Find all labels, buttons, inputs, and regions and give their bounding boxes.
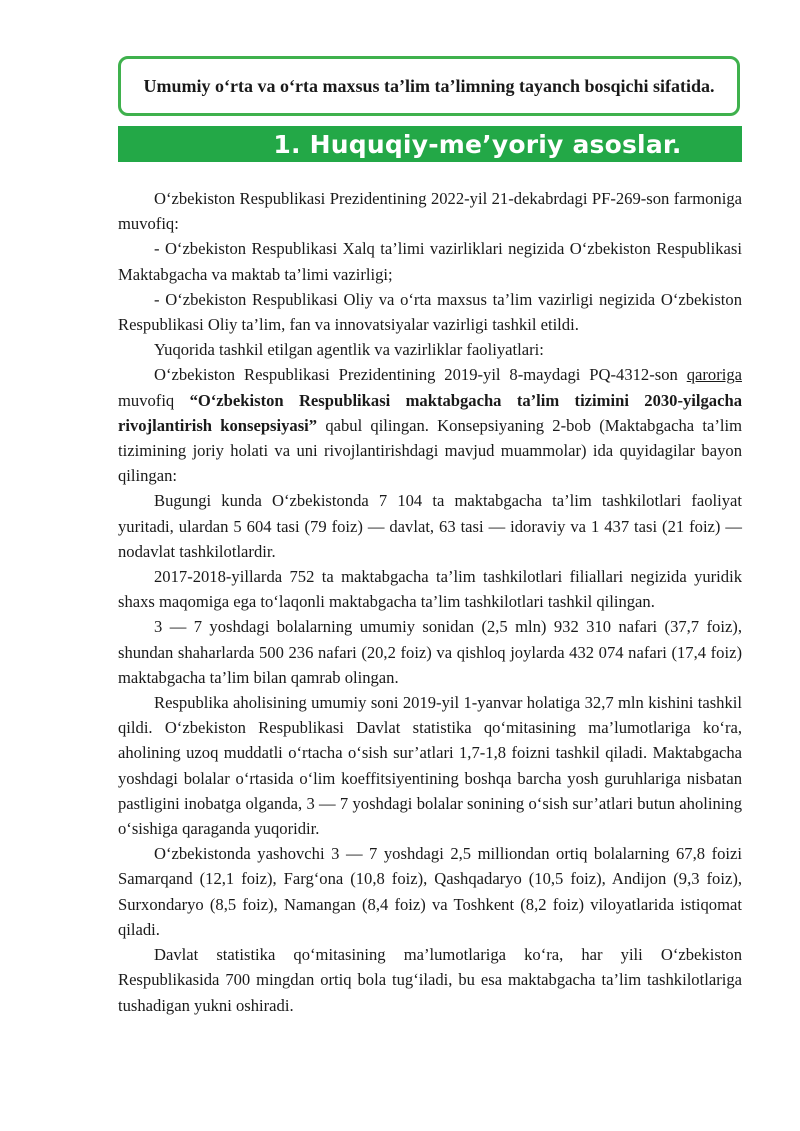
document-body (118, 186, 742, 1018)
paragraph-decree: O‘zbekiston Respublikasi Prezidentining 2022-yil 21-dekabrdagi PF-269-son farmoniga muvofiq: (118, 189, 742, 234)
resolution-link[interactable]: qaroriga (686, 365, 742, 385)
section-title: 1. Huquqiy-me’yoriy asoslar. (273, 129, 682, 159)
section-banner (118, 126, 742, 162)
paragraph-preschool-count: Bugungi kunda O‘zbekistonda 7 104 ta maktabgacha ta’lim tashkilotlari faoliyat yuritadi, ulardan 5 604 tasi (79 foiz) — davlat, 63 tasi — idoraviy va 1 437 tasi (21 foiz) — nodavlat tashkilotlardir. (118, 491, 742, 561)
paragraph-ministry-preschool: - O‘zbekiston Respublikasi Xalq ta’limi vazirliklari negizida O‘zbekiston Respublikasi Maktabgacha va maktab ta’limi vazirligi; (118, 239, 742, 284)
concept-title: “O‘zbekiston Respublikasi maktabgacha ta’lim tizimini 2030-yilgacha rivojlantirish konsepsiyasi” (118, 390, 742, 435)
paragraph-branches: 2017-2018-yillarda 752 ta maktabgacha ta’lim tashkilotlari filiallari negizida yuridik shaxs maqomiga ega to‘laqonli maktabgacha ta’lim tashkilotlari tashkil qilingan. (118, 567, 742, 612)
paragraph-ministry-higher-ed: - O‘zbekiston Respublikasi Oliy va o‘rta maxsus ta’lim vazirligi negizida O‘zbekiston Respublikasi Oliy ta’lim, fan va innovatsiyalar vazirligi tashkil etildi. (118, 289, 742, 335)
paragraph-activities: Yuqorida tashkil etilgan agentlik va vazirliklar faoliyatlari: (154, 340, 544, 360)
paragraph-regions: O‘zbekistonda yashovchi 3 — 7 yoshdagi 2,5 milliondan ortiq bolalarning 67,8 foizi Samarqand (12,1 foiz), Farg‘ona (10,8 foiz), Qashqadaryo (10,5 foiz), Andijon (9,3 foiz), Surxondaryo (8,5 foiz), Namangan (8,4 foiz) va Toshkent (8,2 foiz) viloyatlarida istiqomat qiladi. (118, 844, 742, 939)
topic-title-box (118, 56, 740, 116)
paragraph-births: Davlat statistika qo‘mitasining ma’lumotlariga ko‘ra, har yili O‘zbekiston Respublikasida 700 mingdan ortiq bola tug‘iladi, bu esa maktabgacha ta’lim tashkilotlariga tushadigan yukni oshiradi. (118, 945, 742, 1015)
paragraph-population: Respublika aholisining umumiy soni 2019-yil 1-yanvar holatiga 32,7 mln kishini tashkil qildi. O‘zbekiston Respublikasi Davlat statistika qo‘mitasining ma’lumotlariga ko‘ra, aholining uzoq muddatli o‘rtacha o‘sish sur’atlari 1,7-1,8 foizni tashkil qiladi. Maktabgacha yoshdagi bolalar o‘rtasida o‘lim koeffitsiyentining boshqa barcha yosh guruhlariga nisbatan pastligini inobatga olganda, 3 — 7 yoshdagi bolalar sonining o‘sish sur’atlari butun aholining o‘sishiga qaraganda yuqoridir. (118, 693, 742, 839)
topic-title: Umumiy o‘rta va o‘rta maxsus ta’lim ta’limning tayanch bosqichi sifatida. (143, 75, 715, 96)
concept-middle: muvofiq (118, 390, 190, 410)
paragraph-concept (118, 362, 742, 488)
concept-intro: O‘zbekiston Respublikasi Prezidentining 2019-yil 8-maydagi PQ-4312-son (154, 365, 687, 385)
concept-after: qabul qilingan. Konsepsiyaning 2-bob (Maktabgacha ta’lim tizimining joriy holati va uni rivojlantirishdagi mavjud muammolar) ida quyidagilar bayon qilingan: (118, 415, 742, 486)
paragraph-coverage: 3 — 7 yoshdagi bolalarning umumiy sonidan (2,5 mln) 932 310 nafari (37,7 foiz), shundan shaharlarda 500 236 nafari (20,2 foiz) va qishloq joylarda 432 074 nafari (17,4 foiz) maktabgacha ta’lim bilan qamrab olingan. (118, 617, 742, 687)
